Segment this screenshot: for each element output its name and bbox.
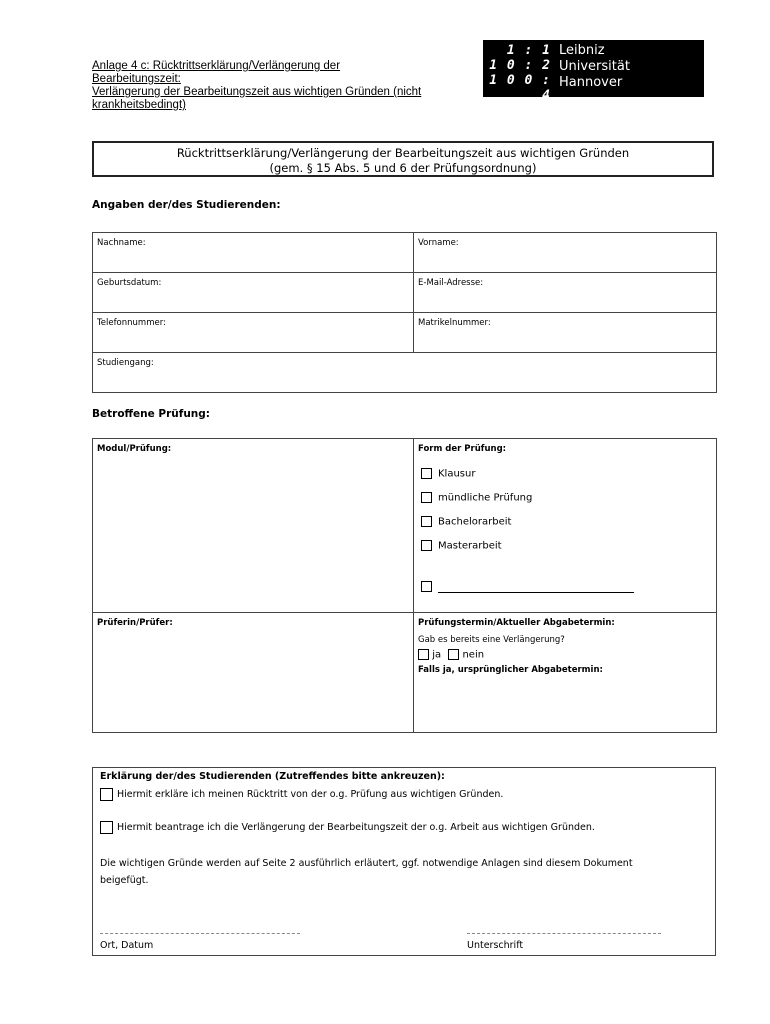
matrikel-field[interactable] bbox=[414, 313, 717, 353]
logo-name: Leibniz Universität Hannover bbox=[559, 43, 630, 90]
declaration-note-line-2: beigefügt. bbox=[100, 875, 149, 886]
anlage-line-2: Bearbeitungszeit: bbox=[92, 73, 181, 85]
vorname-field[interactable] bbox=[414, 233, 717, 273]
ja-label: ja bbox=[432, 649, 442, 661]
vorname-label: Vorname: bbox=[418, 238, 459, 248]
declaration-box bbox=[92, 767, 716, 956]
form-label: Form der Prüfung: bbox=[418, 444, 507, 454]
studiengang-field[interactable] bbox=[93, 353, 717, 393]
ruecktritt-label: Hiermit erkläre ich meinen Rücktritt von der o.g. Prüfung aus wichtigen Gründen. bbox=[117, 789, 504, 800]
klausur-checkbox[interactable] bbox=[421, 468, 432, 479]
signature-label: Unterschrift bbox=[467, 940, 524, 951]
form-title bbox=[92, 141, 714, 177]
option-masterarbeit[interactable] bbox=[421, 540, 502, 552]
termin-label: Prüfungstermin/Aktueller Abgabetermin: bbox=[418, 618, 615, 628]
muendlich-label: mündliche Prüfung bbox=[438, 492, 533, 504]
university-logo bbox=[483, 40, 704, 103]
ja-checkbox[interactable] bbox=[418, 649, 429, 660]
telefon-field[interactable] bbox=[93, 313, 414, 353]
telefon-label: Telefonnummer: bbox=[97, 318, 166, 328]
original-date-label: Falls ja, ursprünglicher Abgabetermin: bbox=[418, 664, 603, 675]
other-text-line[interactable] bbox=[438, 592, 634, 593]
geburtsdatum-field[interactable] bbox=[93, 273, 414, 313]
option-klausur[interactable] bbox=[421, 468, 475, 480]
klausur-label: Klausur bbox=[438, 468, 476, 480]
anlage-line-3: Verlängerung der Bearbeitungszeit aus wichtigen Gründen (nicht bbox=[92, 86, 422, 98]
other-checkbox[interactable] bbox=[421, 581, 432, 592]
masterarbeit-label: Masterarbeit bbox=[438, 540, 502, 552]
signature-line[interactable] bbox=[467, 933, 661, 934]
nein-label: nein bbox=[462, 649, 485, 661]
extension-choice bbox=[418, 649, 712, 661]
exam-section-heading: Betroffene Prüfung: bbox=[92, 408, 210, 420]
form-title-line-1: Rücktrittserklärung/Verlängerung der Bearbeitungszeit aus wichtigen Gründen bbox=[176, 146, 630, 160]
nein-checkbox[interactable] bbox=[448, 649, 459, 660]
ort-datum-label: Ort, Datum bbox=[100, 940, 154, 951]
anlage-line-1: Anlage 4 c: Rücktrittserklärung/Verlängerung der bbox=[92, 60, 341, 72]
ort-datum-line[interactable] bbox=[100, 933, 300, 934]
termin-cell bbox=[414, 613, 717, 733]
nachname-label: Nachname: bbox=[97, 238, 146, 248]
declaration-heading: Erklärung der/des Studierenden (Zutreffendes bitte ankreuzen): bbox=[100, 771, 445, 782]
form-title-line-2: (gem. § 15 Abs. 5 und 6 der Prüfungsordnung) bbox=[269, 161, 537, 175]
modul-label: Modul/Prüfung: bbox=[97, 444, 172, 454]
ruecktritt-checkbox[interactable] bbox=[100, 788, 113, 801]
masterarbeit-checkbox[interactable] bbox=[421, 540, 432, 551]
email-label: E-Mail-Adresse: bbox=[418, 278, 484, 288]
geburtsdatum-label: Geburtsdatum: bbox=[97, 278, 162, 288]
declaration-note-line-1: Die wichtigen Gründe werden auf Seite 2 ausführlich erläutert, ggf. notwendige Anlagen sind diesem Dokument bbox=[100, 858, 633, 869]
prufer-field[interactable] bbox=[93, 613, 414, 733]
extension-question: Gab es bereits eine Verlängerung? bbox=[418, 635, 565, 645]
nachname-field[interactable] bbox=[93, 233, 414, 273]
student-data-table bbox=[92, 232, 717, 393]
bachelorarbeit-checkbox[interactable] bbox=[421, 516, 432, 527]
declaration-option-ruecktritt[interactable] bbox=[100, 788, 503, 801]
option-muendlich[interactable] bbox=[421, 492, 532, 504]
modul-field[interactable] bbox=[93, 439, 414, 613]
bachelorarbeit-label: Bachelorarbeit bbox=[438, 516, 512, 528]
email-field[interactable] bbox=[414, 273, 717, 313]
anlage-line-4: krankheitsbedingt) bbox=[92, 99, 186, 111]
declaration-note bbox=[100, 855, 700, 889]
verlaengerung-label: Hiermit beantrage ich die Verlängerung der Bearbeitungszeit der o.g. Arbeit aus wichtigen Gründen. bbox=[117, 822, 595, 833]
studiengang-label: Studiengang: bbox=[97, 358, 154, 368]
option-bachelorarbeit[interactable] bbox=[421, 516, 511, 528]
matrikel-label: Matrikelnummer: bbox=[418, 318, 491, 328]
declaration-option-verlaengerung[interactable] bbox=[100, 821, 595, 834]
muendlich-checkbox[interactable] bbox=[421, 492, 432, 503]
prufer-label: Prüferin/Prüfer: bbox=[97, 618, 173, 628]
logo-mark: 1 : 1 1 0 : 2 1 0 0 : 4 bbox=[489, 43, 551, 103]
student-section-heading: Angaben der/des Studierenden: bbox=[92, 199, 281, 211]
verlaengerung-checkbox[interactable] bbox=[100, 821, 113, 834]
anlage-header bbox=[92, 60, 482, 112]
option-other[interactable] bbox=[421, 581, 634, 593]
